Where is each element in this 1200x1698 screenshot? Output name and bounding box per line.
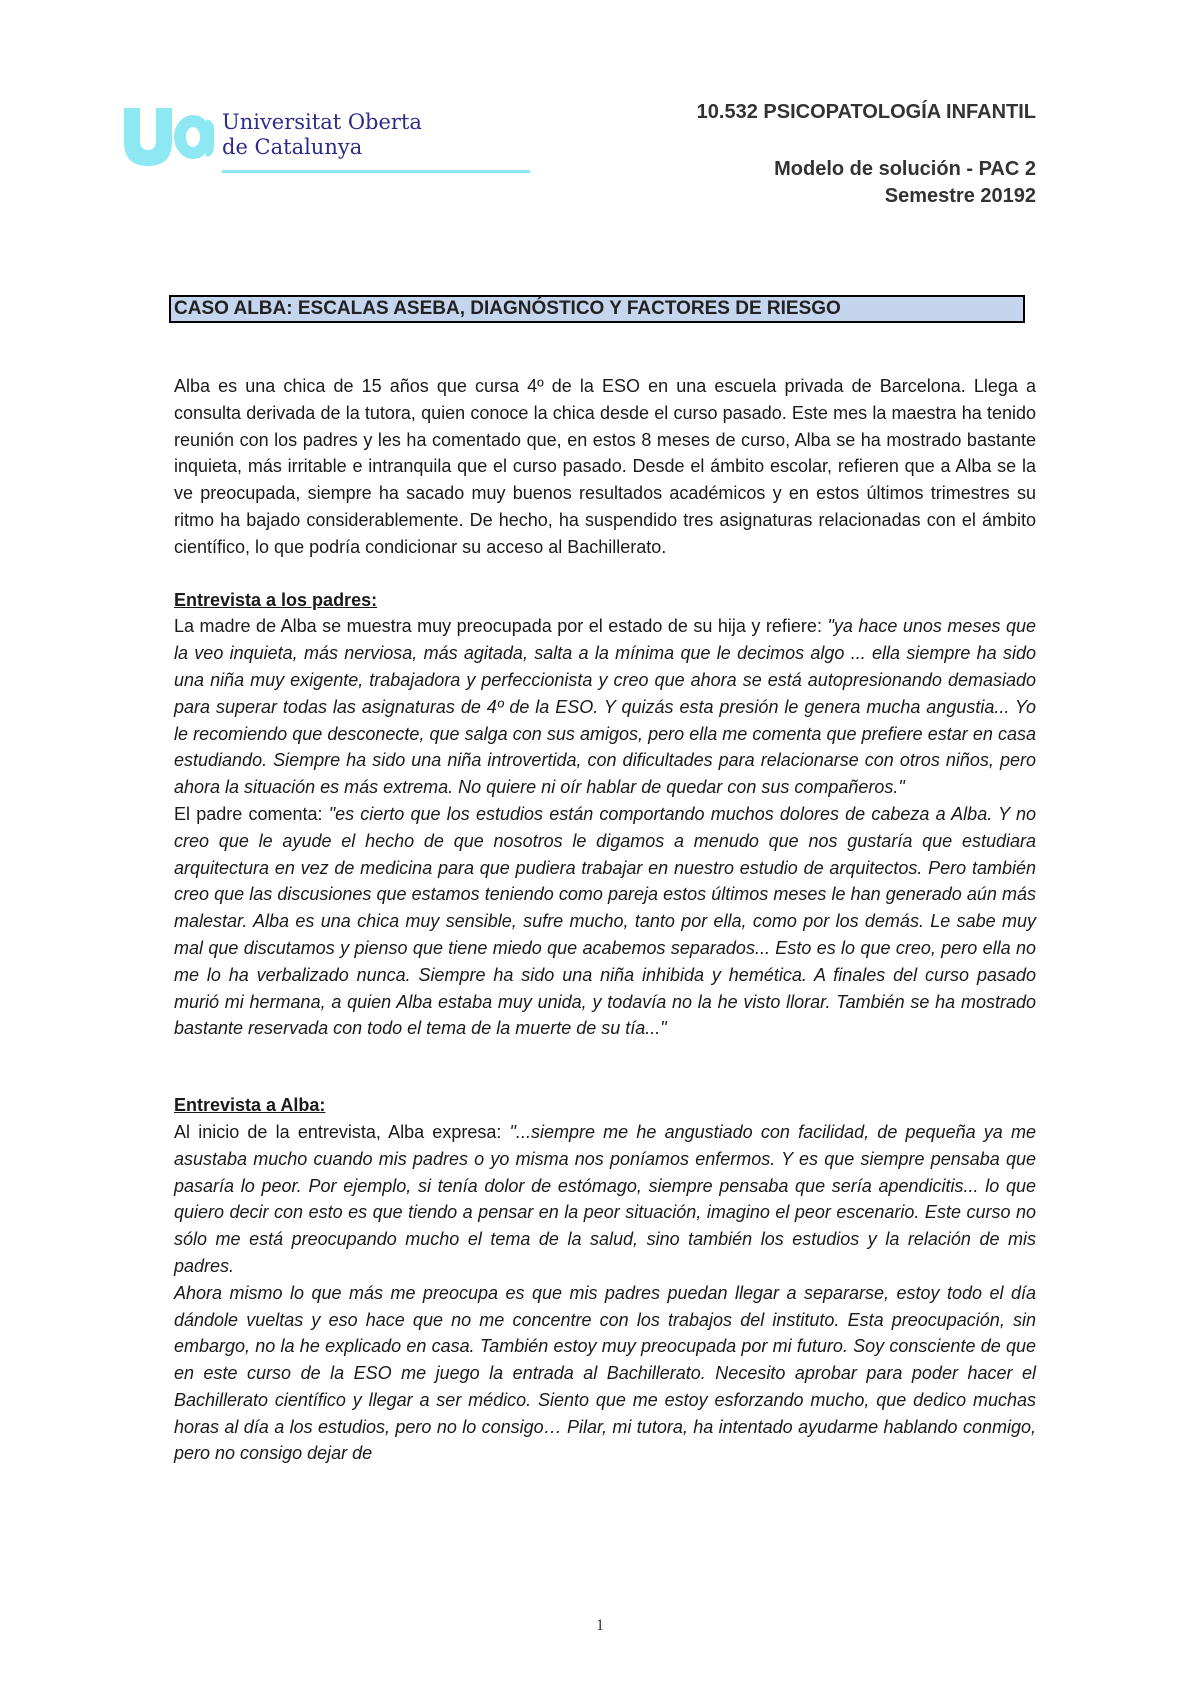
logo-underline: [222, 170, 530, 173]
father-intro: El padre comenta:: [174, 803, 329, 824]
alba-paragraph-1: [174, 1119, 1036, 1280]
mother-intro: La madre de Alba se muestra muy preocupada por el estado de su hija y refiere:: [174, 616, 828, 637]
spacer: [174, 561, 1036, 587]
page-number: 1: [596, 1617, 604, 1634]
father-paragraph: [174, 801, 1036, 1042]
logo-line-2: de Catalunya: [222, 135, 363, 159]
document-body: [174, 373, 1036, 1467]
alba-paragraph-2: Ahora mismo lo que más me preocupa es que mis padres puedan llegar a separarse, estoy todo el día dándole vueltas y eso hace que no me concentre con los trabajos del instituto. Esta preocupación, sin embargo, no la he explicado en casa. También estoy muy preocupada por mi futuro. Soy consciente de que en este curso de la ESO me juego la entrada al Bachillerato. Necesito aprobar para poder hacer el Bachillerato científico y llegar a ser médico. Siento que me estoy esforzando mucho, que dedico muchas horas al día a los estudios, pero no lo consigo… Pilar, mi tutora, ha intentado ayudarme hablando conmigo, pero no consigo dejar de: [174, 1282, 1036, 1464]
logo-wordmark: [222, 110, 422, 160]
alba-intro: Al inicio de la entrevista, Alba expresa:: [174, 1121, 510, 1142]
parents-heading: Entrevista a los padres:: [174, 589, 378, 610]
uoc-logo-mark: [122, 106, 216, 172]
father-quote: "es cierto que los estudios están comportando muchos dolores de cabeza a Alba. Y no creo que le ayude el hecho de que nosotros le digamos a menudo que nos gustaría que estudiara arquitectura en vez de medicina para que pudiera trabajar en nuestro estudio de arquitectos. Pero también creo que las discusiones que estamos teniendo como pareja estos últimos meses le han generado aún más malestar. Alba es una chica muy sensible, sufre mucho, tanto por ella, como por los demás. Le sabe muy mal que discutamos y pienso que tiene miedo que acabemos separados... Esto es lo que creo, pero ella no me lo ha verbalizado nunca. Siempre ha sido una niña inhibida y hemética. A finales del curso pasado murió mi hermana, a quien Alba estaba muy unida, y todavía no la he visto llorar. También se ha mostrado bastante reservada con todo el tema de la muerte de su tía...": [174, 803, 1036, 1039]
document-subtitle: [697, 156, 1036, 210]
course-title: 10.532 PSICOPATOLOGÍA INFANTIL: [696, 101, 1036, 123]
subtitle-line-1: Modelo de solución - PAC 2: [774, 158, 1036, 180]
alba-heading: Entrevista a Alba:: [174, 1095, 326, 1116]
document-header: [697, 100, 1036, 210]
mother-paragraph: [174, 613, 1036, 801]
uoc-logo: [122, 106, 422, 178]
logo-line-1: Universitat Oberta: [222, 110, 422, 134]
spacer: [174, 1042, 1036, 1092]
alba-quote-1: "...siempre me he angustiado con facilidad, de pequeña ya me asustaba mucho cuando mis padres o yo misma nos poníamos enfermos. Y es que siempre pensaba que pasaría lo peor. Por ejemplo, si tenía dolor de estómago, siempre pensaba que sería apendicitis... lo que quiero decir con esto es que tiendo a pensar en la peor situación, imagino el peor escenario. Este curso no sólo me está preocupando mucho el tema de la salud, sino también los estudios y la relación de mis padres.: [174, 1121, 1037, 1276]
mother-quote: "ya hace unos meses que la veo inquieta, más nerviosa, más agitada, salta a la mínima que le decimos algo ... ella siempre ha sido una niña muy exigente, trabajadora y perfeccionista y creo que ahora se está autopresionando demasiado para superar todas las asignaturas de 4º de la ESO. Y quizás esta presión le genera mucha angustia... Yo le recomiendo que desconecte, que salga con sus amigos, pero ella me comenta que prefiere estar en casa estudiando. Siempre ha sido una niña introvertida, con dificultades para relacionarse con otros niños, pero ahora la situación es más extrema. No quiere ni oír hablar de quedar con sus compañeros.": [174, 616, 1036, 798]
case-title-box: CASO ALBA: ESCALAS ASEBA, DIAGNÓSTICO Y FACTORES DE RIESGO: [169, 295, 1025, 323]
intro-paragraph: Alba es una chica de 15 años que cursa 4º de la ESO en una escuela privada de Barcelona. Llega a consulta derivada de la tutora, quien conoce la chica desde el curso pasado. Este mes la maestra ha tenido reunión con los padres y les ha comentado que, en estos 8 meses de curso, Alba se ha mostrado bastante inquieta, más irritable e intranquila que el curso pasado. Desde el ámbito escolar, refieren que a Alba se la ve preocupada, siempre ha sacado muy buenos resultados académicos y en estos últimos trimestres su ritmo ha bajado considerablemente. De hecho, ha suspendido tres asignaturas relacionadas con el ámbito científico, lo que podría condicionar su acceso al Bachillerato.: [174, 376, 1036, 557]
subtitle-line-2: Semestre 20192: [884, 185, 1036, 207]
